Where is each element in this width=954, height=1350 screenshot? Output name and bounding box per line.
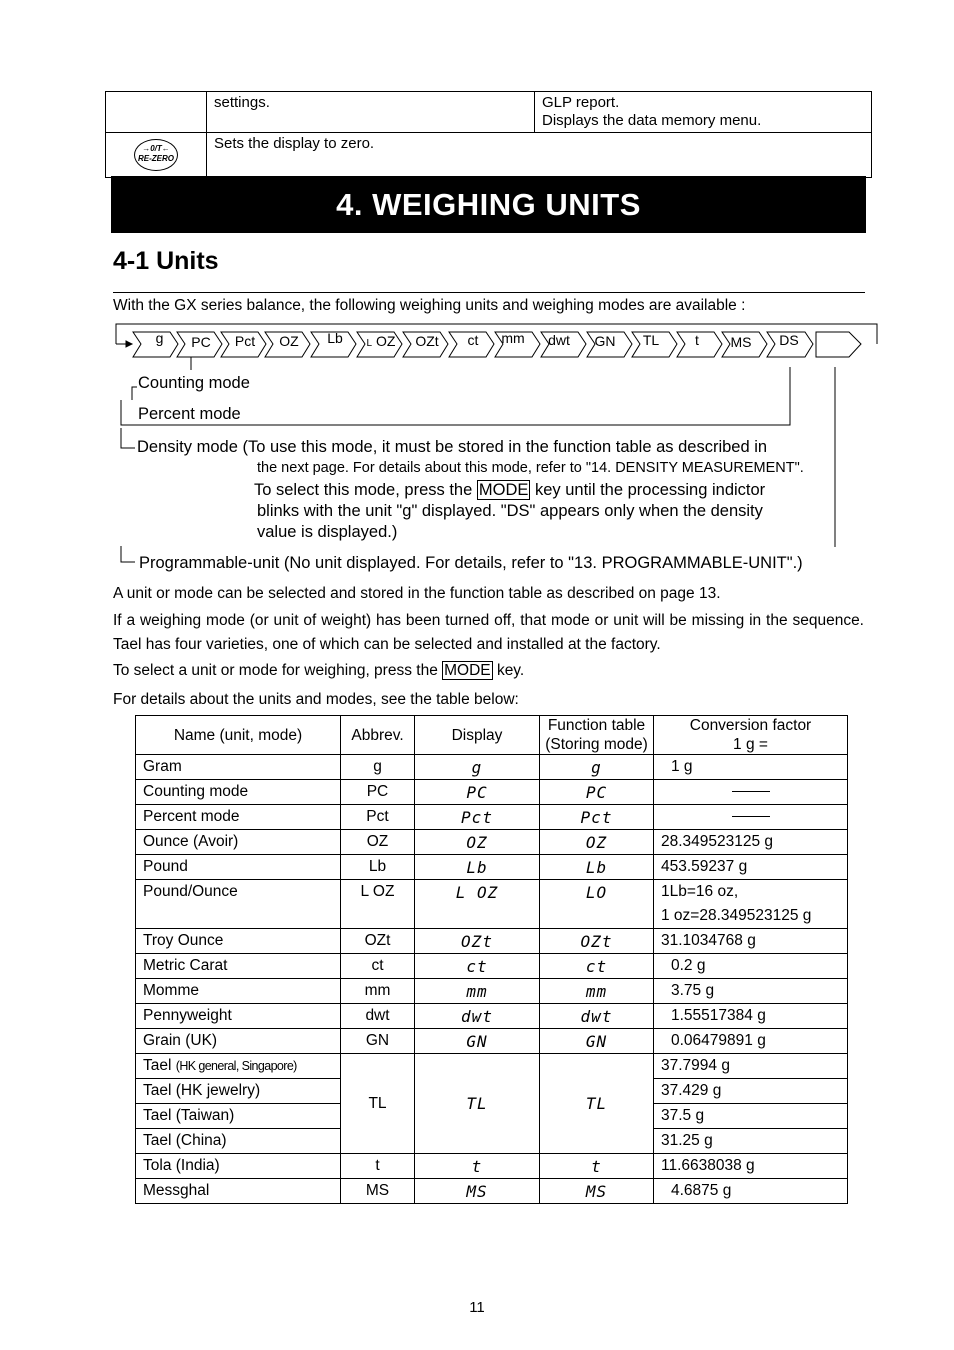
paragraph: For details about the units and modes, see the table below: bbox=[113, 691, 519, 708]
paragraph: A unit or mode can be selected and stored in the function table as described on page 13. bbox=[113, 585, 721, 602]
units-table bbox=[135, 715, 848, 1204]
table-row: Metric Carat ct ct ct 0.2 g bbox=[136, 954, 848, 979]
sequence-item: mm bbox=[501, 330, 525, 346]
unit-sequence-diagram bbox=[113, 322, 883, 577]
sequence-item: dwt bbox=[548, 332, 570, 348]
table-row: Counting mode PC PC PC bbox=[136, 780, 848, 805]
paragraph: If a weighing mode (or unit of weight) has been turned off, that mode or unit will be missing in the sequence. Tael has four varieties, one of which can be selected and installed at the factory. bbox=[113, 612, 864, 653]
column-header: Display bbox=[415, 716, 540, 755]
table-row: Tael (China) 31.25 g bbox=[136, 1129, 848, 1154]
column-header: Name (unit, mode) bbox=[136, 716, 341, 755]
sequence-item: OZ bbox=[279, 333, 299, 349]
sequence-item bbox=[817, 328, 857, 352]
sequence-item: PC bbox=[191, 334, 211, 350]
sequence-item: DS bbox=[779, 332, 799, 348]
paragraph: To select a unit or mode for weighing, press the MODE key. bbox=[113, 662, 525, 679]
description-cell: settings. bbox=[207, 92, 535, 133]
divider bbox=[113, 292, 865, 293]
table-row: Tael (HK jewelry) 37.429 g bbox=[136, 1079, 848, 1104]
table-row: Troy Ounce OZt OZt OZt 31.1034768 g bbox=[136, 929, 848, 954]
mode-key-label: MODE bbox=[478, 481, 529, 499]
table-row: Tael (HK general, Singapore) TL TL TL 37.7994 g bbox=[136, 1054, 848, 1079]
intro-text: With the GX series balance, the following weighing units and weighing modes are available : bbox=[113, 297, 746, 314]
subsection-title: 4-1 Units bbox=[113, 247, 219, 275]
sequence-item: TL bbox=[642, 332, 660, 348]
table-row: Grain (UK) GN GN GN 0.06479891 g bbox=[136, 1029, 848, 1054]
sequence-item: Lb bbox=[327, 330, 343, 346]
sequence-item: Pct bbox=[234, 333, 256, 349]
sequence-item: L OZ bbox=[366, 333, 396, 349]
sequence-item: OZt bbox=[415, 333, 439, 349]
table-row: Tael (Taiwan) 37.5 g bbox=[136, 1104, 848, 1129]
density-note-line: the next page. For details about this mode, refer to "14. DENSITY MEASUREMENT". bbox=[257, 460, 804, 476]
key-cell bbox=[106, 92, 207, 133]
percent-mode-label: Percent mode bbox=[138, 405, 241, 423]
glp-report-text: GLP report. bbox=[542, 94, 620, 111]
sequence-item: g bbox=[155, 330, 164, 346]
table-row: Ounce (Avoir) OZ OZ OZ 28.349523125 g bbox=[136, 830, 848, 855]
rezero-key-icon: →0/T← RE-ZERO bbox=[134, 139, 178, 171]
table-row: Pound/Ounce L OZ L OZ LO 1Lb=16 oz, 1 oz=28.349523125 g bbox=[136, 880, 848, 929]
counting-mode-label: Counting mode bbox=[138, 374, 250, 392]
density-mode-label: Density mode (To use this mode, it must be stored in the function table as described in bbox=[137, 438, 768, 456]
table-row: Pound Lb Lb Lb 453.59237 g bbox=[136, 855, 848, 880]
column-header: Abbrev. bbox=[341, 716, 415, 755]
table-row: Pennyweight dwt dwt dwt 1.55517384 g bbox=[136, 1004, 848, 1029]
table-row: Gram g g g 1 g bbox=[136, 755, 848, 780]
page-number: 11 bbox=[469, 1299, 485, 1316]
not-applicable-dash bbox=[732, 816, 770, 817]
density-note-line: To select this mode, press the MODE key until the processing indictor bbox=[254, 481, 766, 499]
table-row bbox=[106, 133, 872, 178]
table-row: Tola (India) t t t 11.6638038 g bbox=[136, 1154, 848, 1179]
table-row bbox=[106, 92, 872, 133]
not-applicable-dash bbox=[732, 791, 770, 792]
description-cell: Sets the display to zero. bbox=[207, 133, 872, 178]
density-note-line: blinks with the unit "g" displayed. "DS" appears only when the density bbox=[257, 502, 763, 520]
key-cell bbox=[106, 133, 207, 178]
column-header: Function table (Storing mode) bbox=[540, 716, 654, 755]
mode-key-label: MODE bbox=[444, 662, 491, 679]
table-row: Messghal MS MS MS 4.6875 g bbox=[136, 1179, 848, 1204]
table-header-row bbox=[136, 716, 848, 755]
section-title: 4. WEIGHING UNITS bbox=[111, 176, 866, 233]
key-function-table bbox=[105, 91, 872, 178]
column-header: Conversion factor 1 g = bbox=[654, 716, 848, 755]
sequence-item: t bbox=[695, 332, 699, 348]
table-row: Momme mm mm mm 3.75 g bbox=[136, 979, 848, 1004]
sequence-item: MS bbox=[730, 334, 752, 350]
programmable-unit-label: Programmable-unit (No unit displayed. For details, refer to "13. PROGRAMMABLE-UNIT".) bbox=[139, 554, 803, 572]
sequence-item: GN bbox=[594, 333, 616, 349]
table-row: Percent mode Pct Pct Pct bbox=[136, 805, 848, 830]
density-note-line: value is displayed.) bbox=[257, 523, 398, 541]
data-memory-text: Displays the data memory menu. bbox=[542, 112, 762, 129]
sequence-item: ct bbox=[467, 332, 479, 348]
description-cell bbox=[535, 92, 872, 133]
